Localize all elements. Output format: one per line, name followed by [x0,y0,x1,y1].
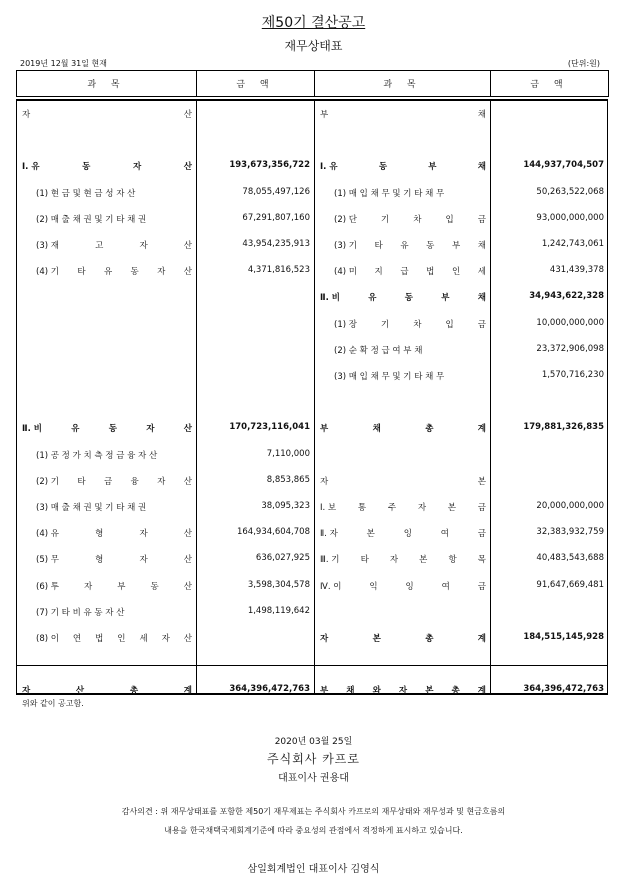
left-account-label [36,239,192,251]
label-part: 산 [183,529,192,540]
label-part: 본 [477,476,486,487]
label-part: 연 [72,634,82,644]
right-account-label [334,318,486,330]
label-part: (2) 기 [36,476,59,487]
right-amount-value: 364,396,472,763 [523,684,604,695]
label-part: 채 [346,686,355,697]
label-part: 자 [157,476,166,487]
label-part: 총 [425,424,434,435]
ceo-name: 대표이사 권용대 [278,773,349,784]
label-part: 유 [71,424,80,435]
label-part: 타 [77,267,86,278]
label-part: 법 [95,634,104,644]
label-part: 본 [419,555,428,566]
left-amount-value: 193,673,356,722 [229,160,310,171]
label-part: 세 [139,634,148,644]
label-part: (3) 매 출 채 권 및 기 타 채 권 [36,503,147,513]
right-account-label [334,213,486,225]
label-part: 부 [428,162,437,173]
label-part: Ⅰ. 보 [320,503,337,513]
label-part: 익 [369,581,378,592]
label-part: 산 [183,241,192,251]
label-part: 자 [22,686,31,697]
label-part: 항 [448,555,457,566]
label-part: 동 [82,162,91,173]
left-amount-value: 43,954,235,913 [242,239,310,249]
label-part: 산 [183,267,192,278]
left-account-label [36,501,192,513]
label-part: 자 [161,634,170,644]
right-account-label [320,475,486,487]
right-amount-value: 184,515,145,928 [523,632,604,642]
label-part: 자 [389,555,399,566]
right-account-label [320,580,486,592]
label-part: 입 [445,214,454,225]
label-part: 채 [477,162,486,173]
left-account-label [22,684,192,696]
label-part: 부 [320,110,329,120]
label-part: 총 [129,686,139,697]
label-part: (1) 공 정 가 치 측 정 금 융 자 산 [36,450,158,461]
label-part: 세 [477,267,486,278]
right-amount-value: 144,937,704,507 [523,160,604,171]
label-part: 형 [95,555,104,566]
label-part: 금 [477,581,486,592]
label-part: (4) 미 [334,267,357,278]
label-part: 입 [445,319,454,330]
label-part: 통 [357,503,367,513]
label-part: (1) 현 금 및 현 금 성 자 산 [36,188,136,199]
right-amount-value: 179,881,326,835 [523,422,604,433]
left-amount-value: 164,934,604,708 [236,527,310,538]
left-account-label [36,527,192,539]
announcement-date: 2020년 03월 25일 [274,737,353,747]
header-item-left: 과 목 [17,71,197,97]
right-account-label [334,370,486,382]
label-part: 총 [451,686,460,697]
label-part: 차 [413,319,422,330]
label-part: 산 [183,162,192,173]
total-row-divider [16,665,608,666]
label-part: (4) 유 [36,529,59,540]
left-amount-value: 67,291,807,160 [242,212,310,223]
label-part: 총 [425,634,434,644]
label-part: 여 [440,529,449,540]
label-part: 금 [103,476,113,487]
audit-opinion-line-1: 감사의견 : 위 재무상태표를 포함한 제50기 재무제표는 주식회사 카프로의 재무상태와 재무성과 및 현금흐름의 [121,807,506,816]
left-account-label [36,265,192,277]
label-part: 와 [372,686,381,697]
label-part: 자 [417,503,427,513]
label-part: 본 [372,634,381,644]
label-part: Ⅱ. 자 [320,529,338,540]
label-part: 자 [84,581,93,592]
left-amount-value: 3,598,304,578 [247,579,310,590]
left-amount-value: 1,498,119,642 [247,605,310,616]
label-part: 동 [150,581,159,592]
label-part: 기 [381,319,390,330]
label-part: 동 [426,241,435,251]
label-part: 자 [320,634,329,644]
left-account-label [36,632,192,644]
label-part: 타 [374,241,383,251]
header-item-right: 과 목 [315,71,491,97]
label-part: 부 [441,293,450,304]
label-part: Ⅰ. 유 [22,162,40,173]
label-part: (8) 이 [36,634,59,644]
label-part: (2) 단 [334,214,357,225]
right-account-label [320,553,486,565]
left-account-label [22,160,192,172]
label-part: 채 [477,110,486,120]
label-part: 여 [441,581,450,592]
right-account-label [334,344,486,356]
label-part: 자 [139,529,148,540]
company-name: 주식회사 카프로 [267,752,360,766]
label-part: 계 [183,686,192,697]
right-account-label [320,160,486,172]
label-part: 부 [320,686,329,697]
right-account-label [320,501,486,513]
label-part: 산 [183,110,192,120]
left-amount-value: 8,853,865 [266,474,310,485]
right-amount-value: 431,439,378 [549,265,604,276]
label-part: 기 [381,214,390,225]
label-part: 채 [477,241,486,251]
label-part: 동 [130,267,139,278]
label-part: (1) 매 입 채 무 및 기 타 채 무 [334,188,445,199]
label-part: (2) 순 확 정 급 여 부 채 [334,345,423,356]
label-part: 융 [130,476,139,487]
label-part: (7) 기 타 비 유 동 자 산 [36,607,125,618]
label-part: 차 [413,214,422,225]
left-account-label [36,187,192,199]
right-amount-value: 40,483,543,688 [536,553,604,564]
label-part: (3) 기 [334,241,357,251]
label-part: 동 [108,424,117,435]
label-part: 본 [425,686,434,697]
label-part: 자 [132,162,142,173]
left-account-label [22,422,192,434]
left-account-label [22,108,192,120]
right-amount-value: 1,242,743,061 [541,239,604,249]
column-divider [314,99,315,695]
right-amount-value: 91,647,669,481 [536,579,604,590]
label-part: (6) 투 [36,581,59,592]
left-amount-value: 170,723,116,041 [229,422,310,433]
label-part: Ⅰ. 유 [320,162,338,173]
report-date: 2019년 12월 31일 현재 [20,59,107,68]
right-amount-value: 23,372,906,098 [536,343,604,354]
label-part: 자 [320,476,329,487]
label-part: 인 [451,267,461,278]
right-account-label [334,265,486,277]
label-part: 부 [117,581,126,592]
label-part: 산 [183,581,192,592]
statement-subtitle: 재무상태표 [284,39,343,53]
right-account-label [334,187,486,199]
left-account-label [36,580,192,592]
label-part: 급 [400,267,409,278]
label-part: 자 [398,686,408,697]
right-amount-value: 34,943,622,328 [529,291,604,302]
label-part: Ⅲ. 기 [320,555,340,566]
label-part: 자 [139,555,148,566]
right-account-label [320,527,486,539]
right-amount-value: 20,000,000,000 [536,501,604,511]
label-part: 고 [95,241,104,251]
label-part: 채 [372,424,381,435]
label-part: 부 [320,424,329,435]
label-part: 형 [95,529,104,540]
right-amount-value: 50,263,522,068 [536,186,604,197]
label-part: 산 [183,634,192,644]
label-part: 금 [477,529,486,540]
label-part: (5) 무 [36,555,59,566]
label-part: 법 [426,267,435,278]
right-amount-value: 93,000,000,000 [536,212,604,223]
label-part: 산 [183,555,192,566]
header-amount-right: 금 액 [491,71,609,97]
right-amount-value: 1,570,716,230 [541,370,604,380]
label-part: 타 [360,555,369,566]
label-part: 유 [368,293,377,304]
right-amount-value: 10,000,000,000 [536,317,604,328]
label-part: 동 [378,162,388,173]
label-part: 산 [75,686,85,697]
label-part: Ⅱ. 비 [22,424,42,435]
label-part: 자 [139,241,148,251]
right-account-label [320,108,486,120]
right-account-label [320,291,486,303]
header-amount-left: 금 액 [197,71,315,97]
right-account-label [334,239,486,251]
label-part: 산 [183,424,192,435]
label-part: 타 [77,476,86,487]
auditor-signature: 삼일회계법인 대표이사 김영식 [247,864,380,875]
left-amount-value: 78,055,497,126 [242,186,310,197]
label-part: 지 [374,267,383,278]
label-part: 본 [366,529,375,540]
label-part: 유 [103,267,113,278]
left-account-label [36,553,192,565]
right-amount-value: 32,383,932,759 [536,527,604,538]
left-account-label [36,475,192,487]
left-amount-value: 636,027,925 [255,553,310,564]
label-part: 잉 [403,529,412,540]
right-account-label [320,684,486,696]
label-part: 자 [146,424,155,435]
label-part: 유 [400,241,409,251]
label-part: 계 [477,686,486,697]
label-part: (1) 장 [334,319,357,330]
label-part: 산 [183,476,192,487]
label-part: 금 [477,503,486,513]
left-amount-value: 38,095,323 [261,501,310,511]
left-amount-value: 7,110,000 [266,448,310,459]
label-part: 목 [477,555,486,566]
right-account-label [320,422,486,434]
label-part: 자 [22,110,31,120]
unit-label: (단위:원) [567,59,600,68]
label-part: 계 [477,634,486,644]
page-title: 제50기 결산공고 [261,15,366,31]
table-header [16,70,608,97]
label-part: 금 [477,319,486,330]
label-part: (4) 기 [36,267,59,278]
label-part: (2) 매 출 채 권 및 기 타 채 권 [36,214,147,225]
right-account-label [320,632,486,644]
label-part: Ⅱ. 비 [320,293,340,304]
audit-opinion-line-2: 내용을 한국채택국제회계기준에 따라 중요성의 관점에서 적정하게 표시하고 있습니다. [164,826,463,835]
label-part: (3) 매 입 채 무 및 기 타 채 무 [334,372,445,382]
label-part: 잉 [405,581,414,592]
left-amount-value: 4,371,816,523 [247,265,310,276]
label-part: 동 [404,293,413,304]
label-part: 금 [477,214,486,225]
label-part: 계 [477,424,486,435]
left-account-label [36,213,192,225]
label-part: Ⅳ. 이 [320,581,342,592]
label-part: 주 [387,503,397,513]
label-part: 본 [447,503,456,513]
left-account-label [36,606,192,618]
label-part: 자 [157,267,166,278]
left-account-label [36,449,192,461]
announcement-note: 위와 같이 공고함. [22,699,84,708]
label-part: 채 [477,293,486,304]
label-part: (3) 재 [36,241,59,251]
label-part: 인 [117,634,126,644]
left-amount-value: 364,396,472,763 [229,684,310,695]
label-part: 부 [451,241,461,251]
